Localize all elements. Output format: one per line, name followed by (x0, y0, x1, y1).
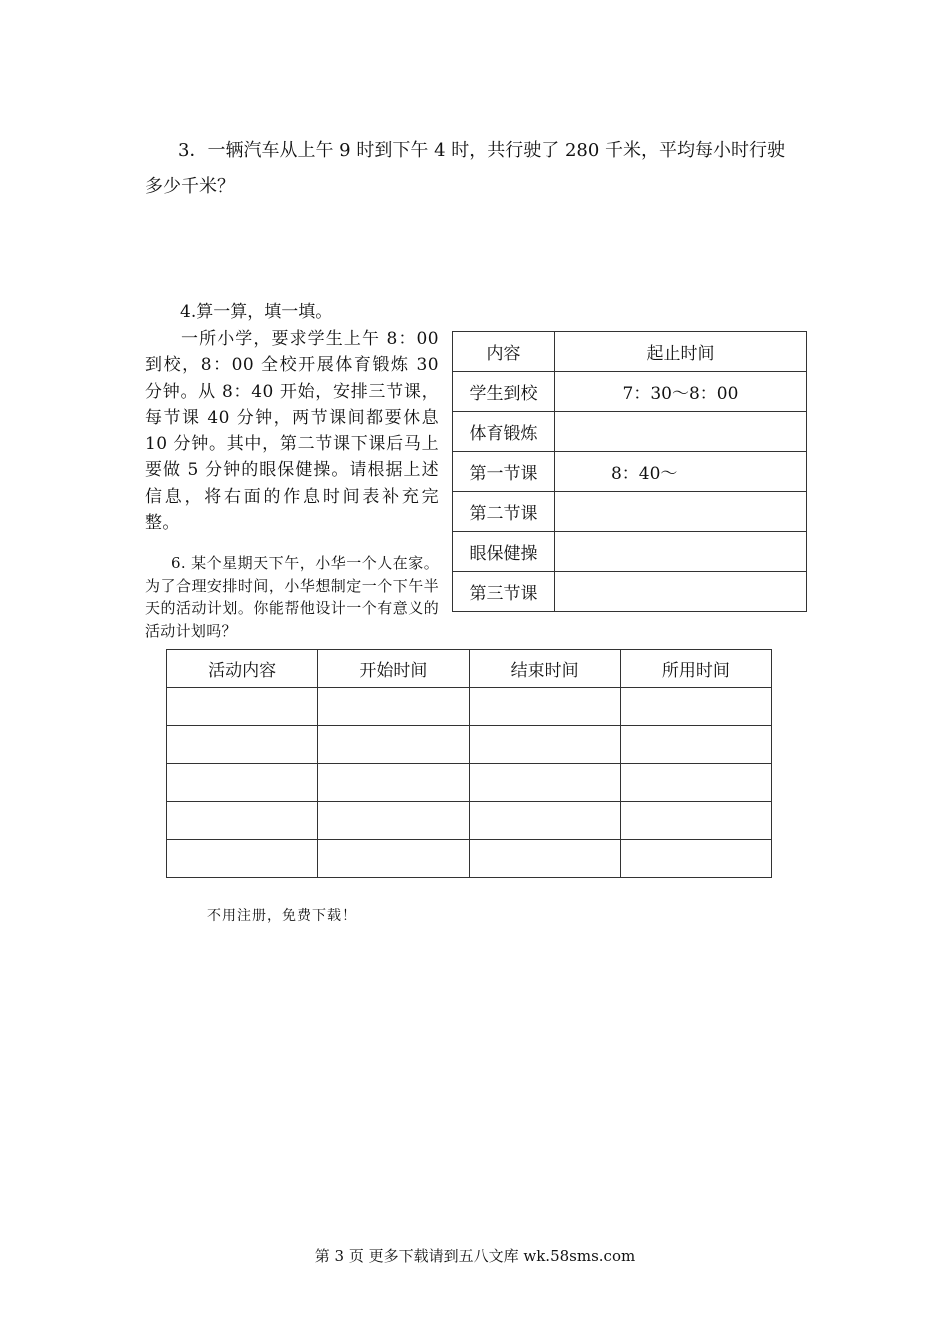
activity-cell[interactable] (167, 688, 318, 726)
activity-cell[interactable] (469, 688, 620, 726)
activity-cell[interactable] (318, 802, 469, 840)
schedule-cell-activity: 学生到校 (453, 372, 555, 412)
activity-row (167, 726, 772, 764)
activity-header-content: 活动内容 (167, 650, 318, 688)
activity-row (167, 840, 772, 878)
schedule-cell-time[interactable] (554, 492, 806, 532)
activity-cell[interactable] (167, 764, 318, 802)
schedule-cell-time[interactable] (554, 412, 806, 452)
question-6-paragraph: 6. 某个星期天下午，小华一个人在家。为了合理安排时间，小华想制定一个下午半天的活动计划。你能帮他设计一个有意义的活动计划吗？ (145, 554, 439, 640)
schedule-cell-time[interactable]: 8：40～ (554, 452, 806, 492)
activity-cell[interactable] (469, 726, 620, 764)
schedule-cell-time[interactable] (554, 572, 806, 612)
schedule-cell-activity: 第二节课 (453, 492, 555, 532)
activity-cell[interactable] (167, 726, 318, 764)
activity-cell[interactable] (167, 840, 318, 878)
activity-cell[interactable] (469, 764, 620, 802)
schedule-cell-time: 7：30～8：00 (554, 372, 806, 412)
activity-header-end: 结束时间 (469, 650, 620, 688)
question-4-title: 4.算一算，填一填。 (180, 302, 333, 322)
activity-row (167, 688, 772, 726)
activity-header-row (167, 650, 772, 688)
schedule-row (453, 532, 807, 572)
schedule-cell-time[interactable] (554, 532, 806, 572)
schedule-cell-activity: 第一节课 (453, 452, 555, 492)
activity-cell[interactable] (620, 840, 771, 878)
schedule-row (453, 372, 807, 412)
activity-cell[interactable] (620, 764, 771, 802)
schedule-row (453, 452, 807, 492)
schedule-header-time: 起止时间 (554, 332, 806, 372)
activity-header-start: 开始时间 (318, 650, 469, 688)
schedule-row (453, 412, 807, 452)
activity-row (167, 802, 772, 840)
free-download-note: 不用注册，免费下载！ (207, 908, 357, 924)
schedule-cell-activity: 体育锻炼 (453, 412, 555, 452)
activity-header-duration: 所用时间 (620, 650, 771, 688)
schedule-cell-activity: 第三节课 (453, 572, 555, 612)
activity-cell[interactable] (318, 764, 469, 802)
activity-cell[interactable] (469, 802, 620, 840)
activity-cell[interactable] (167, 802, 318, 840)
activity-plan-table (166, 649, 772, 878)
activity-cell[interactable] (318, 840, 469, 878)
schedule-table (452, 331, 807, 612)
activity-cell[interactable] (620, 688, 771, 726)
schedule-row (453, 492, 807, 532)
activity-cell[interactable] (318, 688, 469, 726)
activity-cell[interactable] (620, 802, 771, 840)
page-footer: 第 3 页 更多下载请到五八文库 wk.58sms.com (314, 1247, 636, 1265)
activity-cell[interactable] (469, 840, 620, 878)
schedule-cell-activity: 眼保健操 (453, 532, 555, 572)
activity-cell[interactable] (318, 726, 469, 764)
question-4-paragraph: 一所小学，要求学生上午 8：00 到校，8：00 全校开展体育锻炼 30 分钟。从 8：40 开始，安排三节课，每节课 40 分钟，两节课间都要休息 10 分钟。其中，第二节课下课后马上要做 5 分钟的眼保健操。请根据上述信息，将右面的作息时间表补充完整。 (145, 329, 439, 534)
activity-row (167, 764, 772, 802)
schedule-header-row (453, 332, 807, 372)
question-3-line-2: 多少千米？ (145, 176, 235, 197)
activity-cell[interactable] (620, 726, 771, 764)
schedule-row (453, 572, 807, 612)
question-3-line-1: 3．一辆汽车从上午 9 时到下午 4 时，共行驶了 280 千米，平均每小时行驶 (178, 140, 786, 161)
schedule-header-content: 内容 (453, 332, 555, 372)
